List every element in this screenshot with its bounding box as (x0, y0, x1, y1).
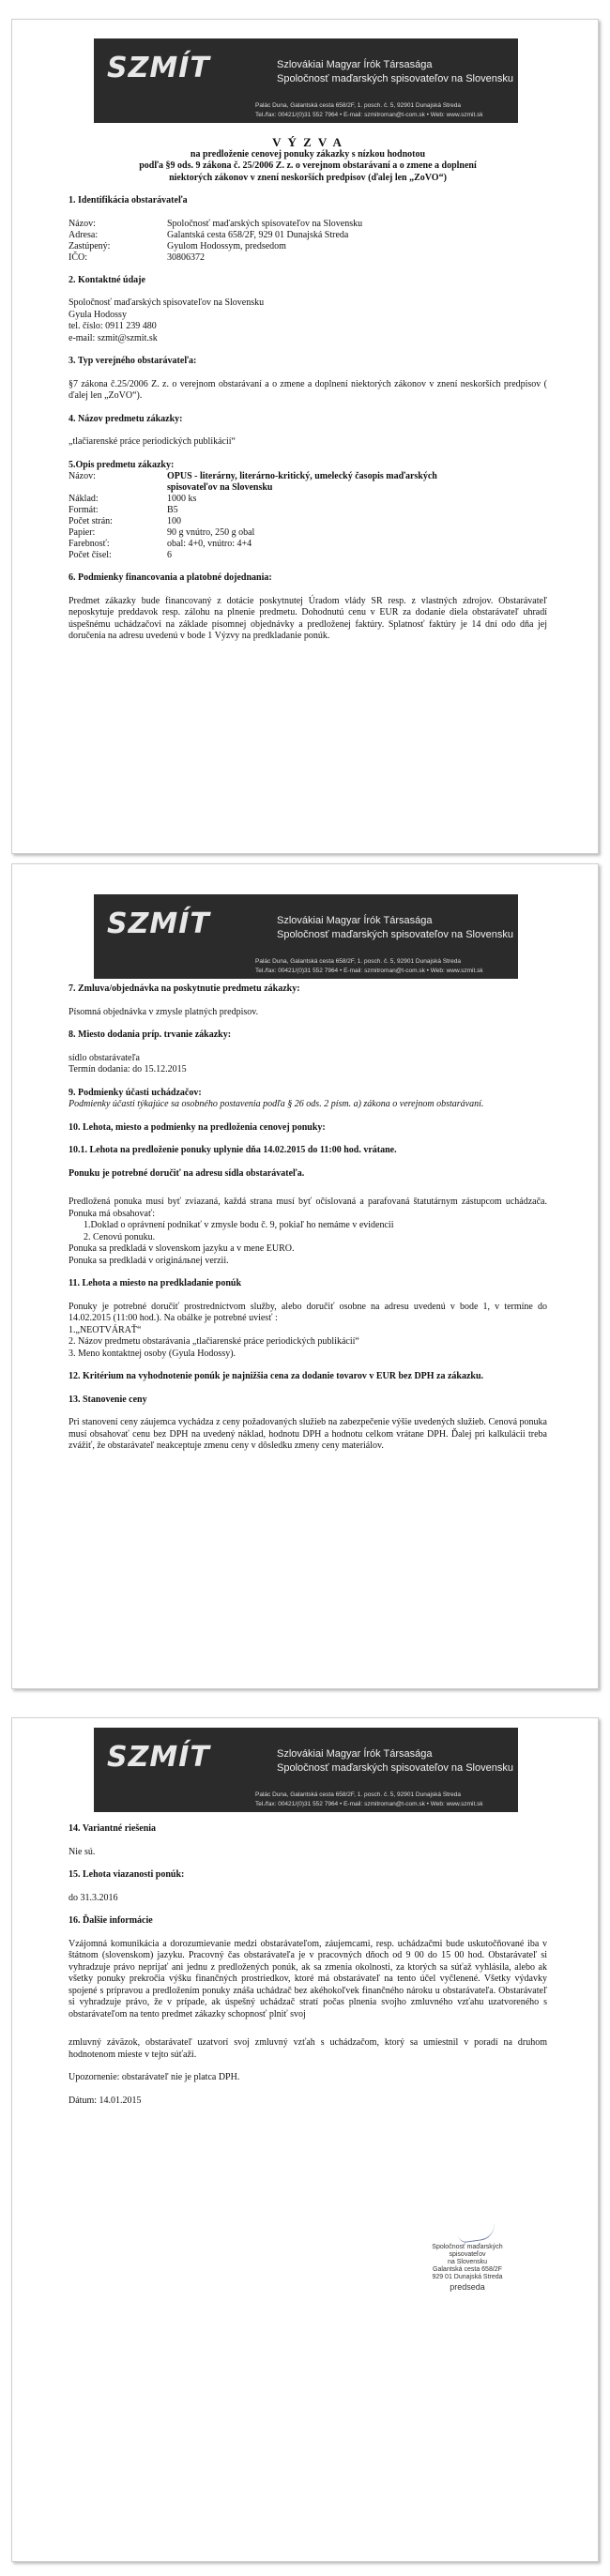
label-represented: Zastúpený: (69, 240, 111, 252)
section-14-heading: 14. Variantné riešenia (69, 1823, 157, 1834)
page-2-content (69, 983, 547, 1453)
letterhead-banner (94, 1728, 518, 1812)
section-8-heading: 8. Miesto dodania príp. trvanie zákazky: (69, 1029, 232, 1040)
section-3-text: §7 zákona č.25/2006 Z. z. o verejnom obstarávaní a o zmene a doplnení niektorých zákonov v znení neskorších predpisov ( ďalej len „ZoVO“). (69, 378, 547, 401)
section-7-heading: 7. Zmluva/objednávka na poskytnutie predmetu zákazky: (69, 983, 300, 994)
org-name-sk: Spoločnosť maďarských spisovateľov na Slovensku (277, 929, 513, 940)
label-title: Názov: (69, 471, 96, 481)
contact-line-phone: tel. číslo: 0911 239 480 (69, 321, 157, 331)
org-contact: Tel./fax: 00421/(0)31 552 7964 • E-mail: szmitroman@t-com.sk • Web: www.szmit.sk (255, 968, 483, 974)
document-date: Dátum: 14.01.2015 (69, 2095, 142, 2106)
section-9-text: Podmienky účasti týkajúce sa osobného postavenia podľa § 26 ods. 2 písm. a) zákona o verejnom obstarávaní. (69, 1099, 484, 1109)
section-4-heading: 4. Názov predmetu zákazky: (69, 413, 183, 424)
subject-description-table (69, 471, 449, 561)
szmit-logo: SZMÍT (107, 907, 210, 940)
value-issues: 6 (167, 550, 172, 560)
section-16-text: Vzájomná komunikácia a dorozumievanie medzi obstarávateľom, záujemcami, resp. uchádzačmi bude uskutočňované iba v štátnom (slovenskom) jazyku. Pracovný čas obstarávateľa je v pracovných dňoch od 9 00 do 15 00 hod. Obstarávateľ si vyhradzuje právo neprijať ani jednu z predložených ponúk, ak sa zmenia okolnosti, za ktorých sa súťaž vyhlásila, alebo ak všetky ponuky prekročia výšku finančných prostriedkov, ktoré má obstarávateľ na tento účel vyčlenené. Všetky výdavky spojené s prípravou a predložením ponuky znáša uchádzač bez akéhokoľvek finančného nároku u obstarávateľa. Obstarávateľ si vyhradzuje právo, že v prípade, ak úspešný uchádzač stratí počas plnenia svojho zmluvného vzťahu uzatvoreného s obstarávateľom na tento predmet zákazky schopnosť plniť svoj (69, 1938, 547, 2020)
section-4-text: „tlačiarenské práce periodických publikácií“ (69, 436, 236, 447)
section-10-text: Predložená ponuka musí byť zviazaná, každá strana musí byť očíslovaná a parafovaná štatutárnym zástupcom uchádzača. Ponuka má obsahovať: (69, 1197, 547, 1219)
section-6-heading: 6. Podmienky financovania a platobné dojednania: (69, 572, 272, 583)
section-15-heading: 15. Lehota viazanosti ponúk: (69, 1869, 185, 1880)
signature-mark (457, 2222, 496, 2243)
szmit-logo: SZMÍT (107, 1741, 210, 1774)
org-address: Palác Duna, Galantská cesta 658/2F, 1. posch. č. 5, 92901 Dunajská Streda (255, 102, 461, 109)
org-name-sk: Spoločnosť maďarských spisovateľov na Slovensku (277, 1762, 513, 1774)
section-11-heading: 11. Lehota a miesto na predkladanie ponúk (69, 1278, 242, 1288)
letterhead-banner (94, 38, 518, 123)
section-16-text-continued: zmluvný záväzok, obstarávateľ uzatvorí svoj zmluvný vzťah s uchádzačom, ktorý sa umiestnil v poradí na druhom hodnotenom mieste v tejto súťaži. (69, 2037, 547, 2060)
stamp-line-1: Spoločnosť maďarských spisovateľov (432, 2244, 503, 2258)
value-title: OPUS - literárny, literárno-kritický, umelecký časopis maďarských spisovateľov na Slovensku (167, 471, 437, 493)
section-10-2: Ponuku je potrebné doručiť na adresu sídla obstarávateľa. (69, 1167, 305, 1179)
org-name-hu: Szlovákiai Magyar Írók Társasága (277, 59, 433, 70)
label-print-run: Náklad: (69, 494, 99, 504)
section-9-heading: 9. Podmienky účasti uchádzačov: (69, 1087, 202, 1098)
page-1-content (69, 137, 547, 643)
section-5-heading: 5.Opis predmetu zákazky: (69, 459, 175, 470)
value-ico: 30806372 (167, 252, 205, 263)
section-13-heading: 13. Stanovenie ceny (69, 1394, 147, 1405)
org-address: Palác Duna, Galantská cesta 658/2F, 1. posch. č. 5, 92901 Dunajská Streda (255, 958, 461, 965)
document-title: V Ý Z V A (272, 135, 343, 149)
section-8-line-2: Termín dodania: do 15.12.2015 (69, 1064, 187, 1075)
section-2-heading: 2. Kontaktné údaje (69, 274, 145, 285)
section-11-text: Ponuky je potrebné doručiť prostredníctvom služby, alebo doručiť osobne na adresu uvedenú v bode 1, v termíne do 14.02.2015 (11:00 hod.). Na obálke je potrebné uviesť : (69, 1301, 547, 1323)
document-subtitle-1: na predloženie cenovej ponuky zákazky s nízkou hodnotou (190, 148, 426, 160)
document-subtitle-2: podľa §9 ods. 9 zákona č. 25/2006 Z. z. o verejnom obstarávaní a o zmene a doplnení (139, 160, 477, 171)
label-format: Formát: (69, 505, 99, 515)
value-represented: Gyulom Hodossym, predsedom (167, 240, 286, 252)
section-8-line-1: sídlo obstarávateľa (69, 1052, 140, 1063)
label-address: Adresa: (69, 229, 99, 240)
section-10-line-2: Ponuka sa predkladá v origináльnej verzii. (69, 1255, 229, 1266)
label-paper: Papier: (69, 527, 96, 538)
org-contact: Tel./fax: 00421/(0)31 552 7964 • E-mail: szmitroman@t-com.sk • Web: www.szmit.sk (255, 1801, 483, 1807)
organization-stamp (416, 2244, 519, 2292)
contact-line-email: e-mail: szmit@szmit.sk (69, 332, 158, 343)
section-12-heading: 12. Kritérium na vyhodnotenie ponúk je najnižšia cena za dodanie tovarov v EUR bez DPH za zákazku. (69, 1371, 484, 1381)
letterhead-banner (94, 894, 518, 979)
signer-title: predseda (450, 2282, 485, 2292)
value-pages: 100 (167, 516, 181, 526)
value-address: Galantská cesta 658/2F, 929 01 Dunajská Streda (167, 229, 349, 240)
section-6-text: Predmet zákazky bude financovaný z dotácie poskytnutej Úradom vlády SR resp. z vlastných zdrojov. Obstarávateľ neposkytuje preddavok resp. zálohu na plnenie predmetu. Dohodnutú cenu v EUR za dodanie diela obstarávateľ uhradí úspešnému uchádzačovi na základe písomnej objednávky a predloženej faktúry. Splatnosť faktúry je 14 dní odo dňa jej doručenia na adresu uvedenú v bode 1 Výzvy na predkladanie ponúk. (69, 595, 547, 641)
section-10-1: 10.1. Lehota na predloženie ponuky uplynie dňa 14.02.2015 do 11:00 hod. vrátane. (69, 1145, 397, 1155)
label-colors: Farebnosť: (69, 539, 110, 549)
label-pages: Počet strán: (69, 516, 113, 526)
section-11-item-2: 2. Názov predmetu obstarávania „tlačiarenské práce periodických publikácií“ (69, 1336, 359, 1347)
label-name: Názov: (69, 218, 96, 229)
section-10-item-2: 2. Cenovú ponuku. (84, 1231, 156, 1242)
section-7-text: Písomná objednávka v zmysle platných predpisov. (69, 1006, 259, 1017)
section-3-heading: 3. Typ verejného obstarávateľa: (69, 356, 197, 366)
org-contact: Tel./fax: 00421/(0)31 552 7964 • E-mail: szmitroman@t-com.sk • Web: www.szmit.sk (255, 112, 483, 118)
contracting-authority-table (69, 219, 362, 264)
section-10-line-1: Ponuka sa predkladá v slovenskom jazyku a v mene EURO. (69, 1243, 295, 1254)
stamp-line-2: na Slovensku (447, 2259, 488, 2265)
section-10-item-1: 1.Doklad o oprávnení podnikať v zmysle bodu č. 9, pokiaľ ho nemáme v evidencii (84, 1220, 394, 1230)
szmit-logo: SZMÍT (107, 52, 210, 84)
value-colors: obal: 4+0, vnútro: 4+4 (167, 539, 252, 549)
section-11-item-1: 1.„NEOTVÁRAŤ“ (69, 1324, 142, 1335)
section-14-text: Nie sú. (69, 1846, 96, 1857)
section-10-heading: 10. Lehota, miesto a podmienky na predloženia cenovej ponuky: (69, 1121, 326, 1133)
document-page-2 (11, 863, 599, 1689)
org-name-hu: Szlovákiai Magyar Írók Társasága (277, 1748, 433, 1760)
section-11-item-3: 3. Meno kontaktnej osoby (Gyula Hodossy). (69, 1348, 236, 1359)
contact-line-org: Spoločnosť maďarských spisovateľov na Slovensku (69, 297, 265, 308)
org-address: Palác Duna, Galantská cesta 658/2F, 1. posch. č. 5, 92901 Dunajská Streda (255, 1791, 461, 1798)
section-13-text: Pri stanovení ceny záujemca vychádza z ceny požadovaných služieb na zabezpečenie výšie uvedených služieb. Cenová ponuka musí obsahovať cenu bez DPH na uvedený náklad, hodnotu DPH a hodnotu celkom vrátane DPH. Ďalej pri kalkulácii treba zvážiť, že obstarávateľ neakceptuje zmenu ceny v dôsledku zmeny ceny materiálov. (69, 1417, 547, 1451)
label-ico: IČO: (69, 252, 87, 263)
value-format: B5 (167, 505, 178, 515)
document-page-1 (11, 19, 599, 854)
stamp-line-3: Galantská cesta 658/2F (433, 2266, 502, 2273)
value-name: Spoločnosť maďarských spisovateľov na Slovensku (167, 218, 363, 229)
org-name-sk: Spoločnosť maďarských spisovateľov na Slovensku (277, 73, 513, 84)
section-16-heading: 16. Ďalšie informácie (69, 1915, 153, 1926)
org-name-hu: Szlovákiai Magyar Írók Társasága (277, 915, 433, 926)
value-print-run: 1000 ks (167, 494, 197, 504)
document-subtitle-3: niektorých zákonov v znení neskorších predpisov (ďalej len „ZoVO“) (169, 172, 447, 183)
section-15-text: do 31.3.2016 (69, 1892, 118, 1903)
vat-note: Upozornenie: obstarávateľ nie je platca DPH. (69, 2072, 240, 2082)
value-paper: 90 g vnútro, 250 g obal (167, 527, 255, 538)
label-issues: Počet čísel: (69, 550, 112, 560)
page-3-content (69, 1823, 547, 2107)
stamp-line-4: 929 01 Dunajská Streda (432, 2274, 503, 2280)
document-page-3 (11, 1717, 599, 2562)
section-1-heading: 1. Identifikácia obstarávateľa (69, 195, 188, 206)
contact-line-name: Gyula Hodossy (69, 309, 127, 320)
